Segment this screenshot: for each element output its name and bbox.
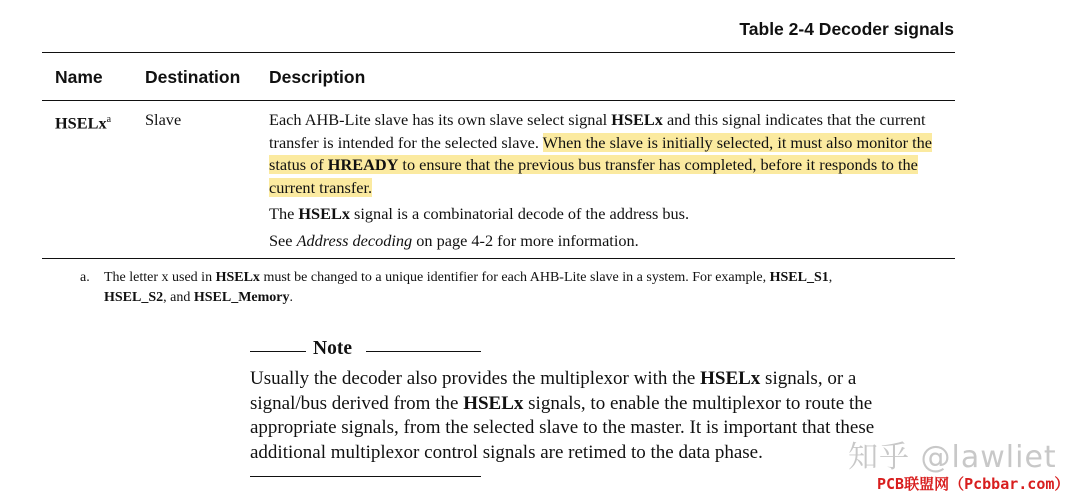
- column-header-destination: Destination: [145, 67, 241, 87]
- column-header-description: Description: [269, 67, 366, 87]
- table-top-rule: [42, 52, 955, 53]
- pcbbar-watermark: PCB联盟网（Pcbbar.com）: [877, 475, 1070, 493]
- footnote-marker: a.: [80, 270, 90, 285]
- description-paragraph-2: The HSELx signal is a combinatorial decode of the address bus.: [269, 204, 690, 223]
- note-title: Note: [313, 338, 352, 359]
- zhihu-watermark: 知乎 @lawliet: [848, 440, 1057, 475]
- header-bottom-rule: [42, 100, 955, 101]
- table-bottom-rule: [42, 258, 955, 259]
- note-bottom-rule: [250, 476, 481, 477]
- note-rule-right: [366, 351, 481, 352]
- signal-name: HSELx: [55, 113, 107, 133]
- footnote-ref: a: [106, 114, 112, 125]
- description-paragraph-3: See Address decoding on page 4-2 for more information.: [269, 230, 639, 250]
- highlighted-text: When the slave is initially selected, it must also monitor the status of HREADY to ensure that the previous bus transfer has completed, before it responds to the current transfer.: [269, 132, 932, 197]
- destination-cell: Slave: [145, 110, 182, 129]
- description-paragraph-1: Each AHB-Lite slave has its own slave select signal HSELx and this signal indicates that the current transfer is intended for the selected slave. When the slave is initially selected, it must also monitor the status of HREADY to ensure that the previous bus transfer has completed, before it responds to the current transfer.: [269, 110, 932, 197]
- description-cell: [269, 109, 941, 252]
- note-rule-left: [250, 351, 306, 352]
- column-header-name: Name: [55, 67, 103, 87]
- cross-reference-link[interactable]: Address decoding: [296, 230, 413, 250]
- footnote-text: The letter x used in HSELx must be changed to a unique identifier for each AHB-Lite slave in a system. For example, HSEL_S1, HSEL_S2, and HSEL_Memory.: [104, 270, 833, 305]
- table-title: Table 2-4 Decoder signals: [739, 19, 954, 39]
- signal-name-cell: [55, 109, 111, 135]
- note-body: Usually the decoder also provides the multiplexor with the HSELx signals, or a signal/bus derived from the HSELx signals, to enable the multiplexor to route the appropriate signals, from the selected slave to the master. It is important that these additional multiplexor control signals are retimed to the data phase.: [250, 368, 875, 463]
